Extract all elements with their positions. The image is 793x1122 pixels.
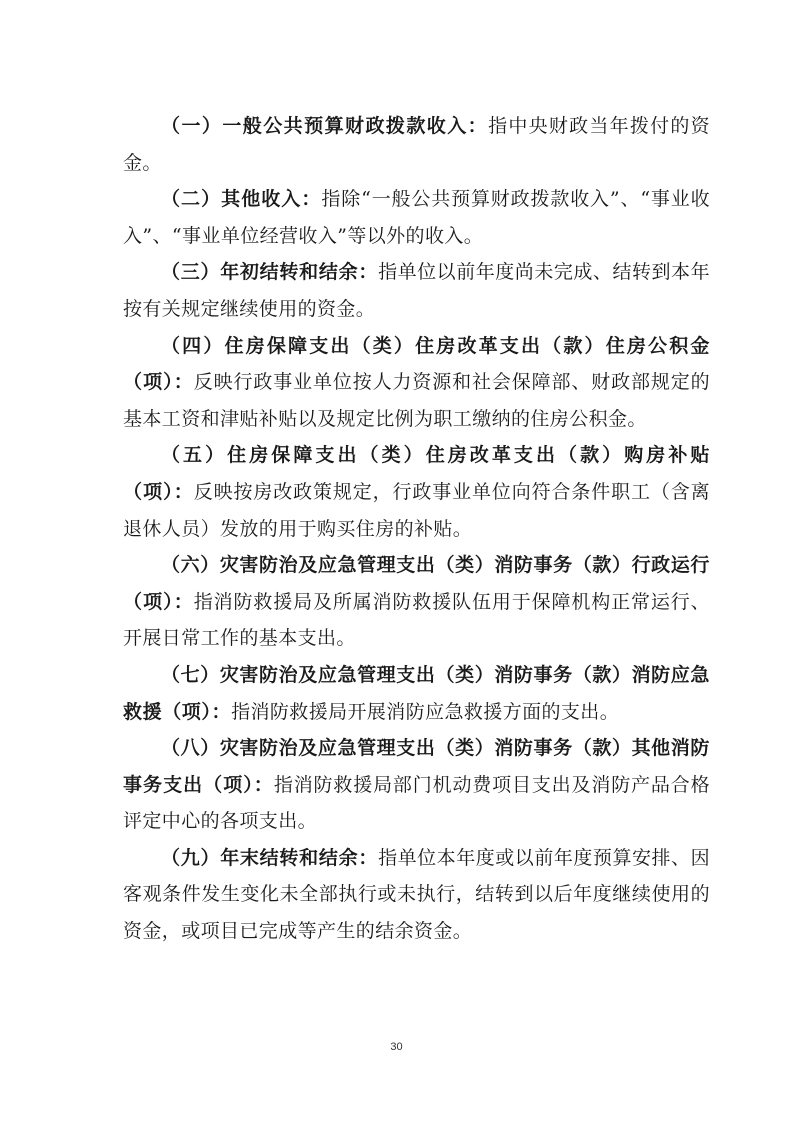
page-number: 30 <box>390 1041 403 1053</box>
paragraph-text: 指中央财政当年拨付的资金。 <box>123 115 710 174</box>
paragraph-text: 指单位本年度或以前年度预算安排、因客观条件发生变化未全部执行或未执行，结转到以后年度继续使用的资金，或项目已完成等产生的结余资金。 <box>123 846 710 943</box>
paragraph-heading: （七）灾害防治及应急管理支出（类）消防事务（款）消防应急救援（项）： <box>123 663 710 723</box>
paragraph-text: 指消防救援局及所属消防救援队伍用于保障机构正常运行、开展日常工作的基本支出。 <box>123 590 710 650</box>
paragraph-heading: （五）住房保障支出（类）住房改革支出（款）购房补贴（项）： <box>123 444 710 503</box>
paragraph-heading: （四）住房保障支出（类）住房改革支出（款）住房公积金（项）： <box>123 334 710 394</box>
paragraph-2 <box>123 181 710 254</box>
paragraph-text: 指消防救援局开展消防应急救援方面的支出。 <box>231 700 620 723</box>
paragraph-7 <box>123 657 710 730</box>
paragraph-3 <box>123 254 710 327</box>
paragraph-heading: （六）灾害防治及应急管理支出（类）消防事务（款）行政运行（项）： <box>123 554 710 613</box>
paragraph-9 <box>123 840 710 950</box>
paragraph-4 <box>123 328 710 438</box>
body-text <box>123 108 710 950</box>
paragraph-8 <box>123 730 710 840</box>
paragraph-heading: （三）年初结转和结余： <box>161 261 379 284</box>
paragraph-text: 反映按房改政策规定，行政事业单位向符合条件职工（含离退休人员）发放的用于购买住房的补贴。 <box>123 480 710 540</box>
paragraph-1 <box>123 108 710 181</box>
paragraph-6 <box>123 547 710 657</box>
paragraph-heading: （八）灾害防治及应急管理支出（类）消防事务（款）其他消防事务支出（项）： <box>123 737 710 796</box>
paragraph-heading: （一）一般公共预算财政拨款收入： <box>161 115 489 137</box>
paragraph-heading: （九）年末结转和结余： <box>161 846 379 869</box>
paragraph-text: 指消防救援局部门机动费项目支出及消防产品合格评定中心的各项支出。 <box>123 773 710 833</box>
paragraph-text: 指除“一般公共预算财政拨款收入”、“事业收入”、“事业单位经营收入”等以外的收入。 <box>123 188 710 247</box>
paragraph-5 <box>123 437 710 547</box>
paragraph-text: 指单位以前年度尚未完成、结转到本年按有关规定继续使用的资金。 <box>123 261 710 320</box>
paragraph-text: 反映行政事业单位按人力资源和社会保障部、财政部规定的基本工资和津贴补贴以及规定比例为职工缴纳的住房公积金。 <box>123 371 710 430</box>
paragraph-heading: （二）其他收入： <box>161 188 322 211</box>
